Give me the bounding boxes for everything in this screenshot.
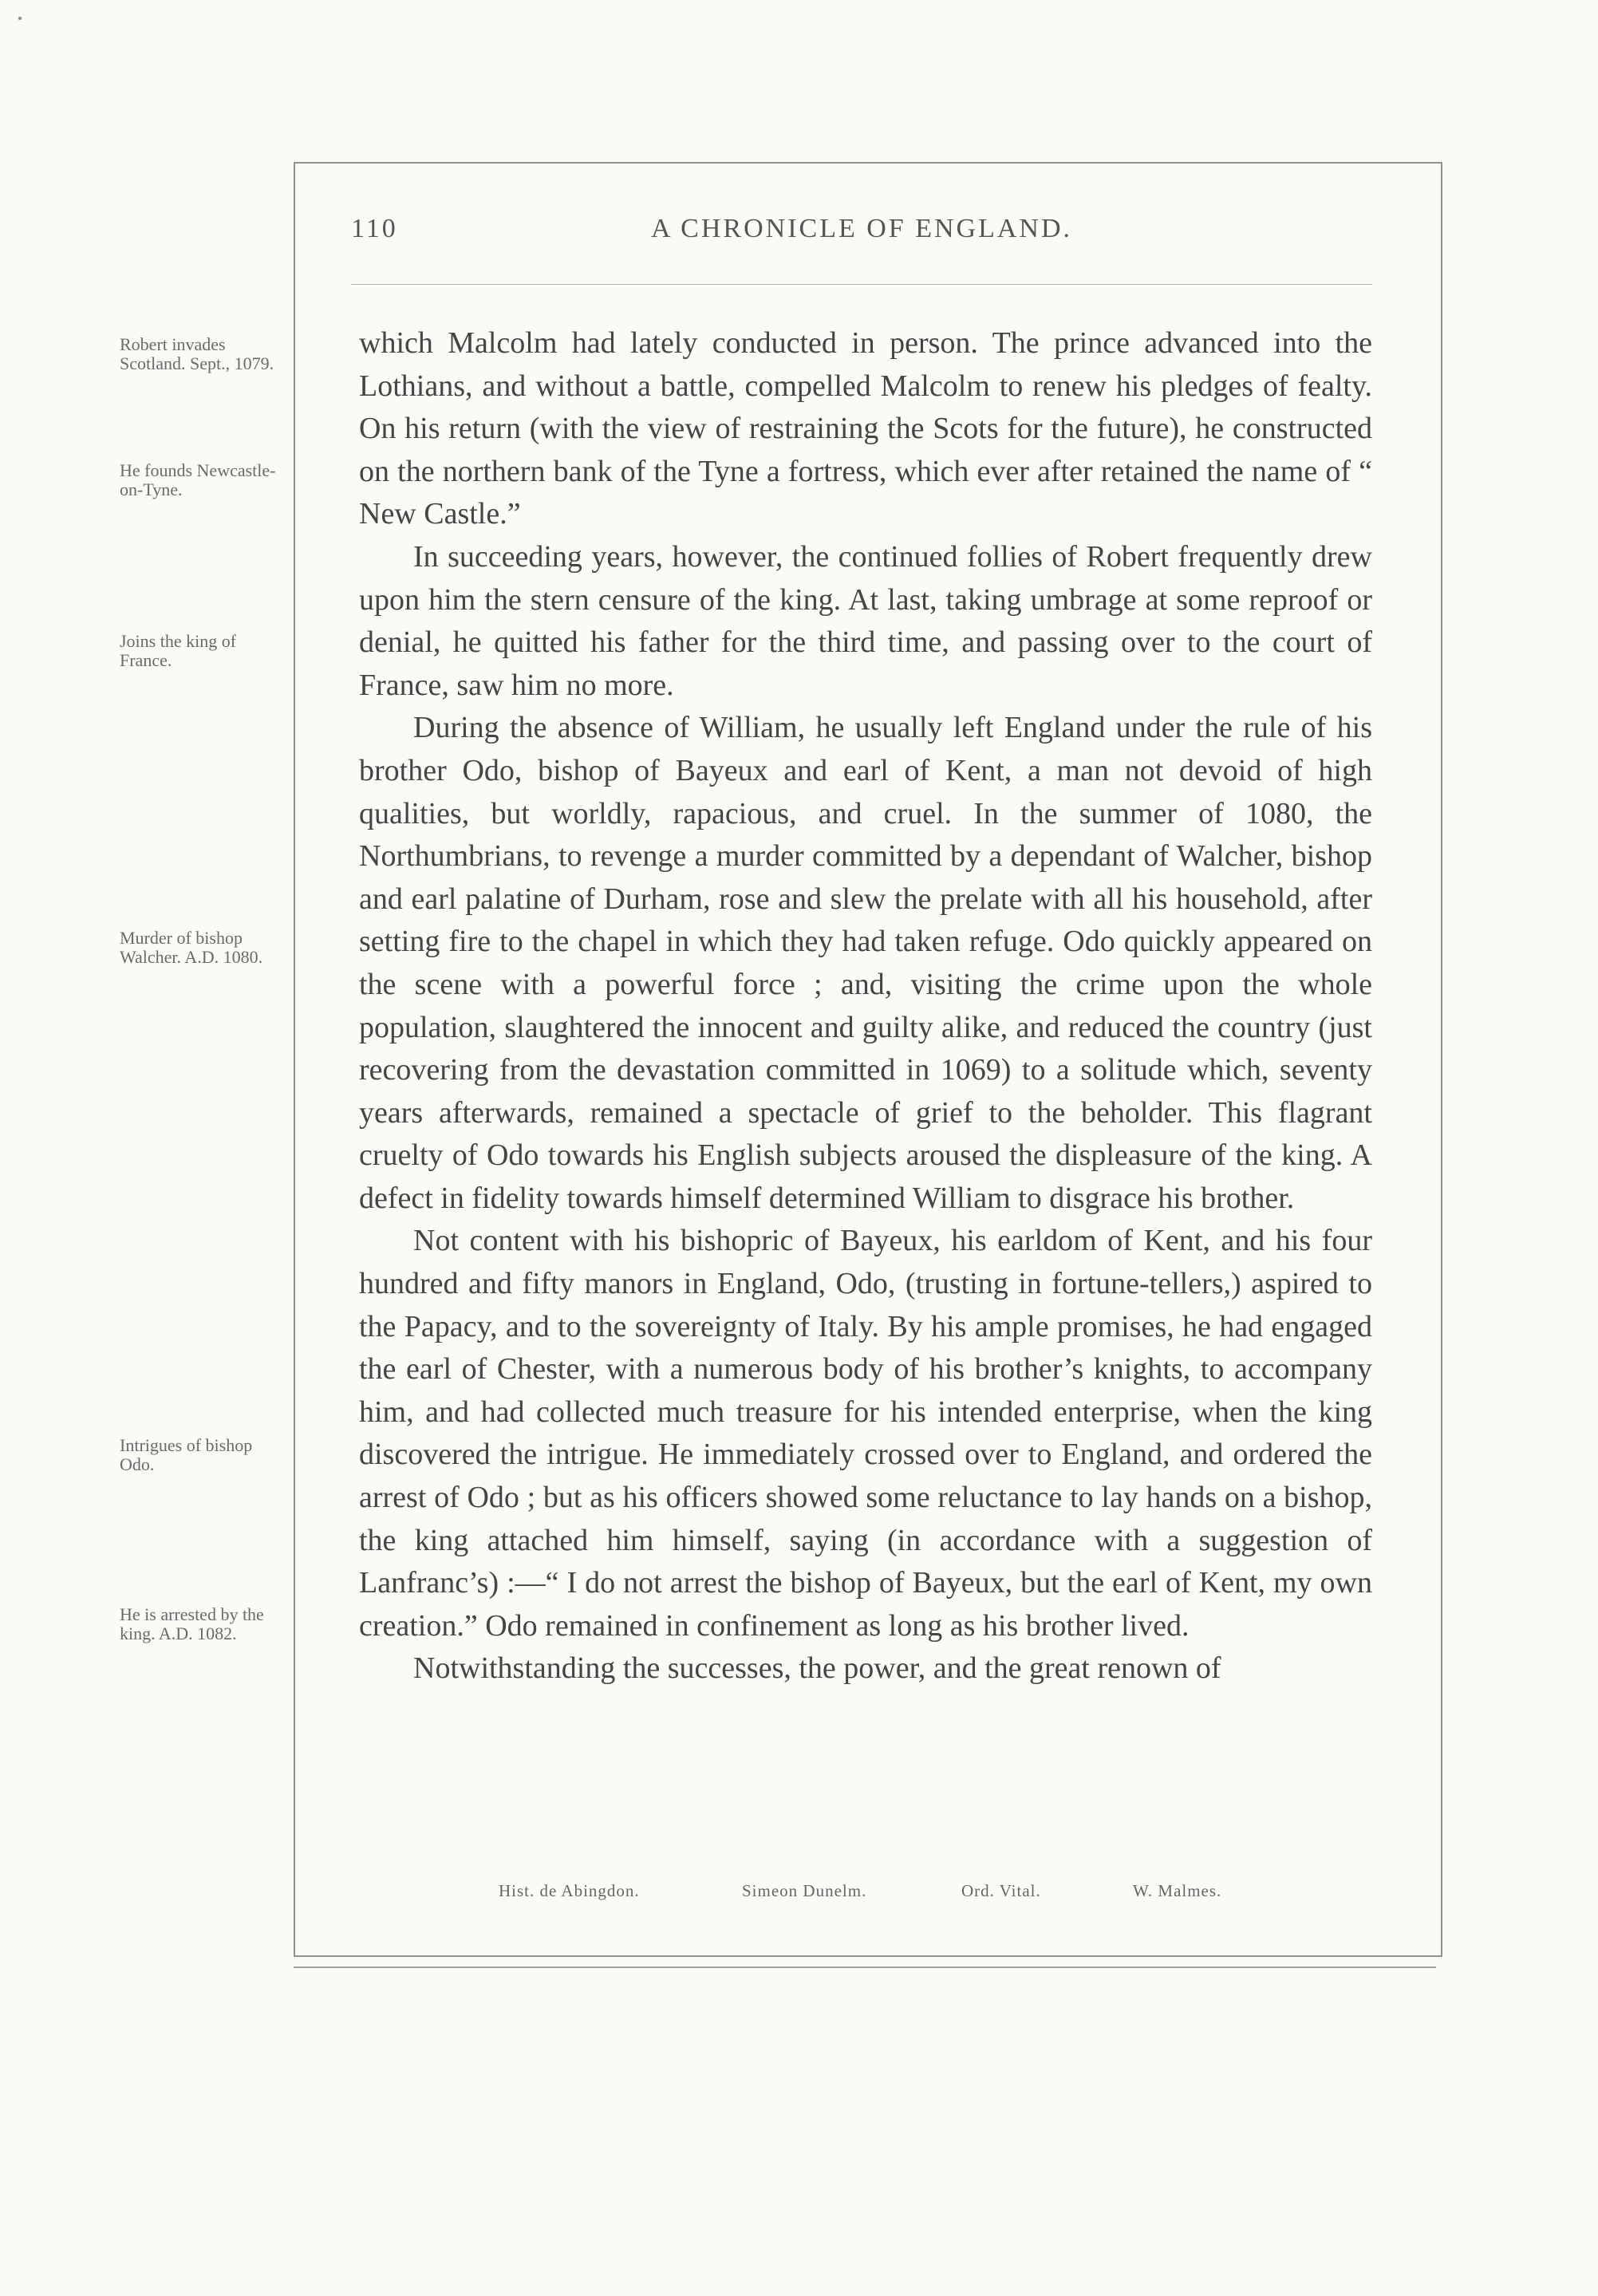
margin-note: Intrigues of bishop Odo.	[120, 1435, 253, 1474]
footnote: Ord. Vital.	[961, 1881, 1041, 1900]
paragraph: During the absence of William, he usually left England under the rule of his brother Odo, bishop of Bayeux and earl of Kent, a man not devoid of high qualities, but worldly, rapacious, and cruel. In the summer of 1080, the Northumbrians, to revenge a murder committed by a dependant of Walcher, bishop and earl palatine of Durham, rose and slew the prelate with all his household, after setting fire to the chapel in which they had taken refuge. Odo quickly appeared on the scene with a powerful force ; and, visiting the crime upon the whole population, slaughtered the innocent and guilty alike, and reduced the country (just recovering from the devastation committed in 1069) to a solitude which, seventy years afterwards, remained a spectacle of grief to the beholder. This flagrant cruelty of Odo towards his English subjects aroused the displeasure of the king. A defect in fidelity towards himself determined William to disgrace his brother.	[359, 711, 1372, 1215]
header-rule	[351, 284, 1372, 285]
margin-note: Robert invades Scotland. Sept., 1079.	[120, 334, 274, 373]
margin-note: He is arrested by the king. A.D. 1082.	[120, 1604, 264, 1643]
margin-note: Joins the king of France.	[120, 631, 237, 670]
paragraph: In succeeding years, however, the continued follies of Robert frequently drew upon him the stern censure of the king. At last, taking umbrage at some reproof or denial, he quitted his father for the third time, and passing over to the court of France, saw him no more.	[359, 539, 1372, 702]
margin-note: He founds Newcastle-on-Tyne.	[120, 460, 276, 499]
margin-note: Murder of bishop Walcher. A.D. 1080.	[120, 928, 263, 967]
paragraph: which Malcolm had lately conducted in person. The prince advanced into the Lothians, and without a battle, compelled Malcolm to renew his pledges of fealty. On his return (with the view of restraining the Scots for the future), he constructed on the northern bank of the Tyne a fortress, which ever after retained the name of “ New Castle.”	[359, 326, 1372, 531]
paragraph: Not content with his bishopric of Bayeux, his earldom of Kent, and his four hundred and fifty manors in England, Odo, (trusting in fortune-tellers,) aspired to the Papacy, and to the sovereignty of Italy. By his ample promises, he had engaged the earl of Chester, with a numerous body of his brother’s knights, to accompany him, and had collected much treasure for his intended enterprise, when the king discovered the intrigue. He immediately crossed over to England, and ordered the arrest of Odo ; but as his officers showed some reluctance to lay hands on a bishop, the king attached him himself, saying (in accordance with a suggestion of Lanfranc’s) :—“ I do not arrest the bishop of Bayeux, but the earl of Kent, my own creation.” Odo remained in confinement as long as his brother lived.	[359, 1224, 1372, 1643]
footnote: W. Malmes.	[1133, 1881, 1222, 1900]
footnote: Simeon Dunelm.	[742, 1881, 867, 1900]
running-title: A CHRONICLE OF ENGLAND.	[651, 214, 1072, 243]
footnote: Hist. de Abingdon.	[499, 1881, 640, 1900]
footnotes	[351, 1881, 1372, 1913]
body-text	[359, 322, 1372, 1690]
page-speck	[18, 17, 22, 20]
paragraph: Notwithstanding the successes, the power, and the great renown of	[413, 1651, 1221, 1686]
page-header	[351, 214, 1372, 262]
page-number: 110	[351, 214, 398, 243]
frame-bottom-rule	[294, 1967, 1436, 1968]
